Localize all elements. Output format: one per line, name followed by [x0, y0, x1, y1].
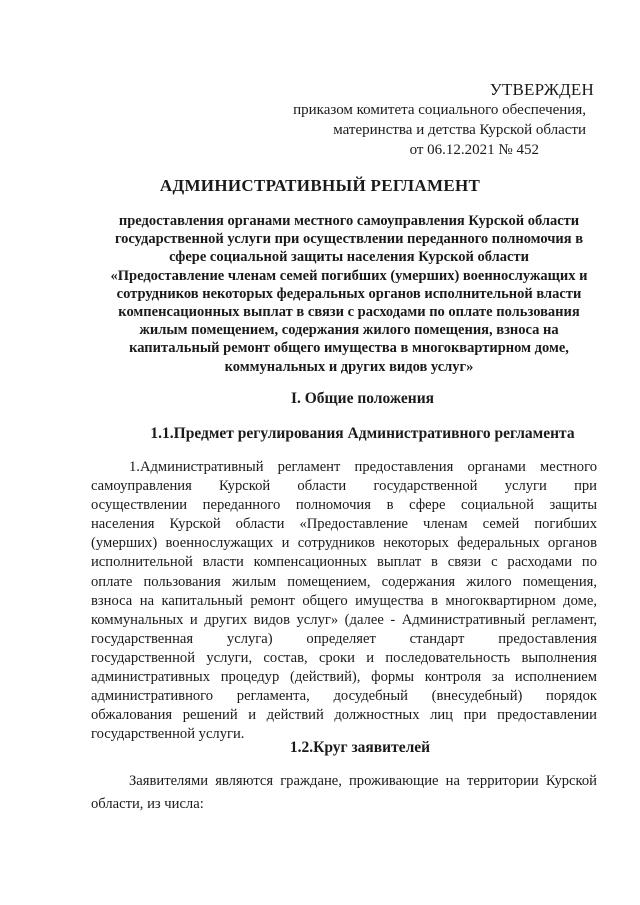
subtitle-line: капитальный ремонт общего имущества в многоквартирном доме,	[129, 340, 569, 357]
subtitle-line: государственной услуги при осуществлении переданного полномочия в	[114, 231, 584, 248]
section-heading: I. Общие положения	[290, 390, 435, 407]
subsection-heading: 1.1.Предмет регулирования Административного регламента	[150, 425, 575, 442]
paragraph-line: населения Курской области «Предоставление членам семей погибших	[91, 516, 597, 533]
paragraph-line: Заявителями являются граждане, проживающие на территории Курской	[129, 773, 597, 789]
document-subtitle	[88, 212, 610, 376]
subtitle-line: предоставления органами местного самоуправления Курской области	[118, 213, 580, 229]
paragraph-line: обжалования решений и действий должностных лиц при предоставлении	[91, 707, 597, 724]
subtitle-line: сфере социальной защиты населения Курской области	[169, 249, 529, 266]
subsection-heading: 1.2.Круг заявителей	[289, 739, 431, 756]
paragraph-line: государственная услуга) определяет стандарт предоставления	[91, 630, 597, 647]
subtitle-line: сотрудников некоторых федеральных органов исполнительной власти	[116, 285, 582, 302]
subtitle-line: жилым помещением, содержания жилого помещения, взноса на	[139, 322, 559, 339]
paragraph-2	[91, 770, 597, 816]
document-title: АДМИНИСТРАТИВНЫЙ РЕГЛАМЕНТ	[159, 176, 481, 195]
approval-committee: материнства и детства Курской области	[333, 122, 586, 138]
paragraph-line: 1.Административный регламент предоставления органами местного	[129, 459, 597, 475]
paragraph-1	[91, 458, 597, 744]
paragraph-line: административного регламента, досудебный (внесудебный) порядок	[91, 688, 597, 705]
subtitle-line: «Предоставление членам семей погибших (умерших) военнослужащих и	[110, 267, 588, 284]
paragraph-line: коммунальных и других видов услуг» (далее - Административный регламент,	[91, 611, 597, 628]
paragraph-line: оплате пользования жилым помещением, содержания жилого помещения,	[91, 573, 597, 590]
approval-order: приказом комитета социального обеспечения,	[293, 102, 586, 118]
subtitle-line: компенсационных выплат в связи с расходами по оплате пользования	[118, 304, 580, 321]
paragraph-line: области, из числа:	[91, 796, 204, 812]
paragraph-line: государственной услуги, состав, сроки и последовательность выполнения	[91, 649, 597, 666]
paragraph-line: административных процедур (действий), формы контроля за исполнением	[91, 669, 597, 686]
paragraph-line: осуществлении переданного полномочия в сфере социальной защиты	[91, 497, 597, 514]
subtitle-line: коммунальных и других видов услуг»	[224, 358, 474, 375]
paragraph-line: (умерших) военнослужащих и сотрудников некоторых федеральных органов	[91, 535, 597, 552]
paragraph-line: самоуправления Курской области государственной услуги при	[91, 478, 597, 495]
approval-block	[293, 80, 594, 160]
approval-date: от 06.12.2021 № 452	[409, 142, 539, 158]
paragraph-line: взноса на капитальный ремонт общего имущества в многоквартирном доме,	[91, 592, 597, 609]
paragraph-line: исполнительной власти компенсационных выплат в связи с расходами по	[91, 554, 597, 571]
paragraph-line: государственной услуги.	[91, 726, 245, 743]
approved-label: УТВЕРЖДЕН	[489, 80, 594, 99]
